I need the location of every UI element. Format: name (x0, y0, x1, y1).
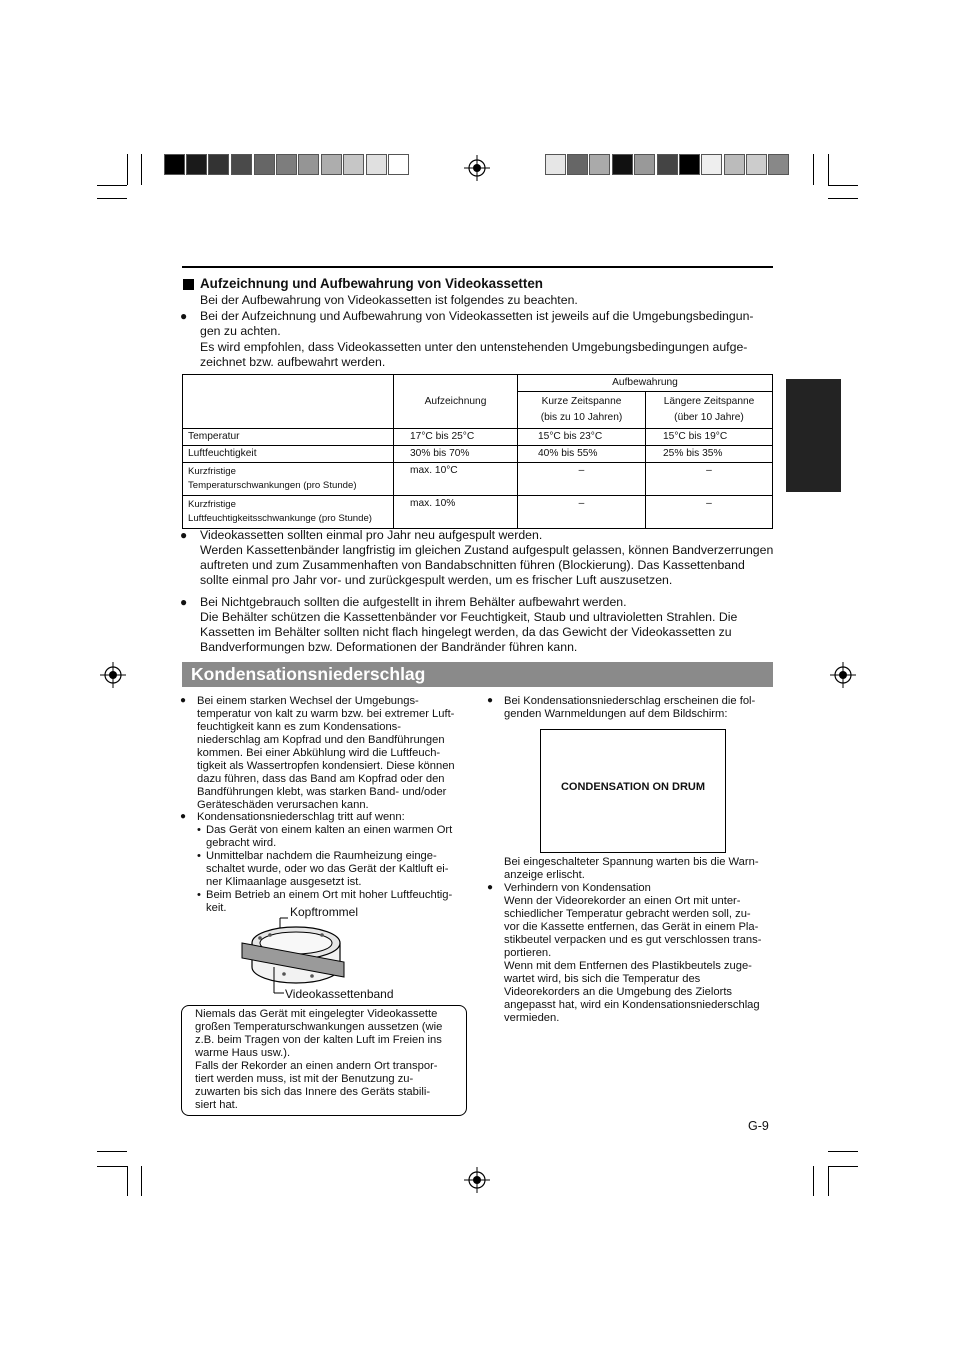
text-line: Videokassetten sollten einmal pro Jahr neu aufgespult werden. (200, 528, 543, 542)
registration-mark-icon (100, 662, 126, 688)
text-line: Unmittelbar nachdem die Raumheizung einge- (206, 850, 437, 862)
sub-bullet-icon: • (197, 889, 201, 901)
crop-mark (97, 185, 127, 186)
text-line: schiedlicher Temperatur gebracht werden soll, zu- (504, 908, 751, 920)
table-row: Kurzfristige Luftfeuchtigkeitsschwankunge (pro Stunde) max. 10% – – (183, 496, 773, 529)
registration-mark-icon (464, 1167, 490, 1193)
text-line: Die Behälter schützen die Kassettenbänder vor Feuchtigkeit, Staub und ultravioletten Strahlen. Die (200, 610, 738, 624)
heading-square-icon (183, 279, 194, 290)
bullet-icon: ● (487, 695, 494, 706)
text-line: portieren. (504, 947, 552, 959)
text-line: sollte einmal pro Jahr vor- und zurückgespult werden, um es frischer Luft auszusetzen. (200, 573, 673, 587)
label-head-drum: Kopftrommel (290, 905, 359, 919)
text-line: feuchtigkeit kann es zum Kondensations- (197, 721, 401, 733)
text-line: Bei eingeschalteter Spannung warten bis die Warn- (504, 856, 759, 868)
crop-mark (828, 154, 829, 185)
text-line: Falls der Rekorder an einen andern Ort transpor- (195, 1060, 438, 1072)
text-line: Bei Nichtgebrauch sollten die aufgestellt in ihrem Behälter aufbewahrt werden. (200, 595, 627, 609)
crop-mark (127, 1166, 128, 1196)
text-line: Geräteschäden verursachen kann. (197, 799, 369, 811)
text-line: Bei Kondensationsniederschlag erscheinen die fol- (504, 695, 756, 707)
label-video-tape: Videokassettenband (285, 987, 394, 1001)
bullet-icon: ● (180, 811, 187, 822)
text-line: großen Temperaturschwankungen aussetzen (wie (195, 1021, 443, 1033)
registration-mark-icon (464, 155, 490, 181)
bullet-icon: ● (180, 528, 188, 542)
bullet-icon: ● (487, 882, 494, 893)
text-line: angepasst hat, wird ein Kondensationsniederschlag (504, 999, 760, 1011)
text-line: Kassetten im Behälter sollten nicht flach hingelegt werden, da das Gewicht der Videokassetten zu (200, 625, 732, 639)
condensation-message: CONDENSATION ON DRUM (560, 781, 705, 793)
text-line: Videorekorders an die Umgebung des Zielorts (504, 986, 733, 998)
header-long-term: Längere Zeitspanne (über 10 Jahre) (646, 392, 773, 429)
text-line: niederschlag am Kopfrad und den Bandführungen (197, 734, 445, 746)
intro-text: Bei der Aufbewahrung von Videokassetten ist folgendes zu beachten. (200, 293, 578, 307)
text-line: zuwarten bis sich das Innere des Geräts stabili- (195, 1086, 431, 1098)
text-line: Verhindern von Kondensation (504, 882, 651, 894)
text-line: zeichnet bzw. aufbewahrt werden. (200, 355, 386, 369)
section-heading: Aufzeichnung und Aufbewahrung von Videokassetten (200, 276, 543, 291)
table-corner-cell (183, 375, 394, 429)
language-tab (786, 379, 841, 492)
crop-mark (813, 154, 814, 185)
header-storage: Aufbewahrung (518, 375, 773, 392)
text-line: Kondensationsniederschlag tritt auf wenn: (197, 811, 405, 823)
crop-mark (97, 198, 127, 199)
crop-mark (828, 198, 858, 199)
text-line: siert hat. (195, 1099, 238, 1111)
text-line: temperatur von kalt zu warm bzw. bei extremer Luft- (197, 708, 455, 720)
text-line: schaltet wurde, oder wo das Gerät der Kaltluft ei- (206, 863, 449, 875)
head-drum-illustration (240, 905, 350, 1000)
bullet-icon: ● (180, 695, 187, 706)
text-line: keit. (206, 902, 227, 914)
text-line: vor die Kassette entfernen, das Gerät in einem Pla- (504, 921, 759, 933)
text-line: ner Klimaanlage ausgesetzt ist. (206, 876, 362, 888)
storage-conditions-table (182, 374, 773, 529)
text-line: gen zu achten. (200, 324, 281, 338)
text-line: gebracht wird. (206, 837, 277, 849)
crop-mark (141, 154, 142, 185)
crop-mark (97, 1166, 127, 1167)
crop-mark (828, 185, 858, 186)
text-line: stikbeutel verpacken und es gut verschlossen trans- (504, 934, 762, 946)
text-line: tigkeit als Wassertropfen kondensiert. Diese können (197, 760, 455, 772)
crop-mark (828, 1166, 858, 1167)
table-row: Temperatur 17°C bis 25°C 15°C bis 23°C 15°C bis 19°C (183, 429, 773, 446)
text-line: z.B. beim Tragen von der kalten Luft im Freien ins (195, 1034, 442, 1046)
text-line: kommen. Bei einer Abkühlung wird die Luftfeuch- (197, 747, 441, 759)
text-line: genden Warnmeldungen auf dem Bildschirm: (504, 708, 728, 720)
section-title: Kondensationsniederschlag (191, 664, 426, 684)
text-line: wartet wird, bis sich die Temperatur des (504, 973, 701, 985)
crop-mark (141, 1166, 142, 1196)
text-line: Bei der Aufzeichnung und Aufbewahrung von Videokassetten ist jeweils auf die Umgebungsbedingun- (200, 309, 754, 323)
top-rule (182, 266, 773, 268)
table-row: Kurzfristige Temperaturschwankungen (pro Stunde) max. 10°C – – (183, 463, 773, 496)
bullet-icon: ● (180, 595, 188, 609)
text-line: vermieden. (504, 1012, 560, 1024)
sub-bullet-icon: • (197, 850, 201, 862)
text-line: Wenn mit dem Entfernen des Plastikbeutels zuge- (504, 960, 752, 972)
section-title-bar (182, 662, 773, 687)
text-line: Bandverformungen bzw. Deformationen der Bandränder führen kann. (200, 640, 578, 654)
text-line: Werden Kassettenbänder langfristig im gleichen Zustand aufgespult gelassen, können Bandverzerrungen (200, 543, 774, 557)
crop-mark (813, 1166, 814, 1196)
bullet-icon: ● (180, 309, 188, 323)
crop-mark (828, 1151, 858, 1152)
text-line: Das Gerät von einem kalten an einen warmen Ort (206, 824, 453, 836)
crop-mark (828, 1166, 829, 1196)
text-line: Es wird empfohlen, dass Videokassetten unter den untenstehenden Umgebungsbedingungen aufge- (200, 340, 748, 354)
text-line: Niemals das Gerät mit eingelegter Videokassette (195, 1008, 438, 1020)
text-line: tiert werden muss, ist mit der Benutzung zu- (195, 1073, 414, 1085)
table-row: Luftfeuchtigkeit 30% bis 70% 40% bis 55% 25% bis 35% (183, 446, 773, 463)
header-recording: Aufzeichnung (394, 375, 518, 429)
text-line: anzeige erlischt. (504, 869, 585, 881)
registration-mark-icon (830, 662, 856, 688)
text-line: Wenn der Videorekorder an einen Ort mit unter- (504, 895, 741, 907)
text-line: Beim Betrieb an einem Ort mit hoher Luftfeuchtig- (206, 889, 453, 901)
text-line: auftreten und zum Zusammenhaften von Bandabschnitten führen (Blockierung). Das Kassettenband (200, 558, 745, 572)
crop-mark (127, 154, 128, 185)
sub-bullet-icon: • (197, 824, 201, 836)
text-line: dazu führen, dass das Band am Kopfrad oder den (197, 773, 445, 785)
page-number: G-9 (748, 1119, 769, 1133)
text-line: Bandführungen klebt, was starken Band- und/oder (197, 786, 447, 798)
text-line: warme Haus usw.). (195, 1047, 291, 1059)
crop-mark (97, 1151, 127, 1152)
text-line: Bei einem starken Wechsel der Umgebungs- (197, 695, 419, 707)
header-short-term: Kurze Zeitspanne (bis zu 10 Jahren) (518, 392, 646, 429)
